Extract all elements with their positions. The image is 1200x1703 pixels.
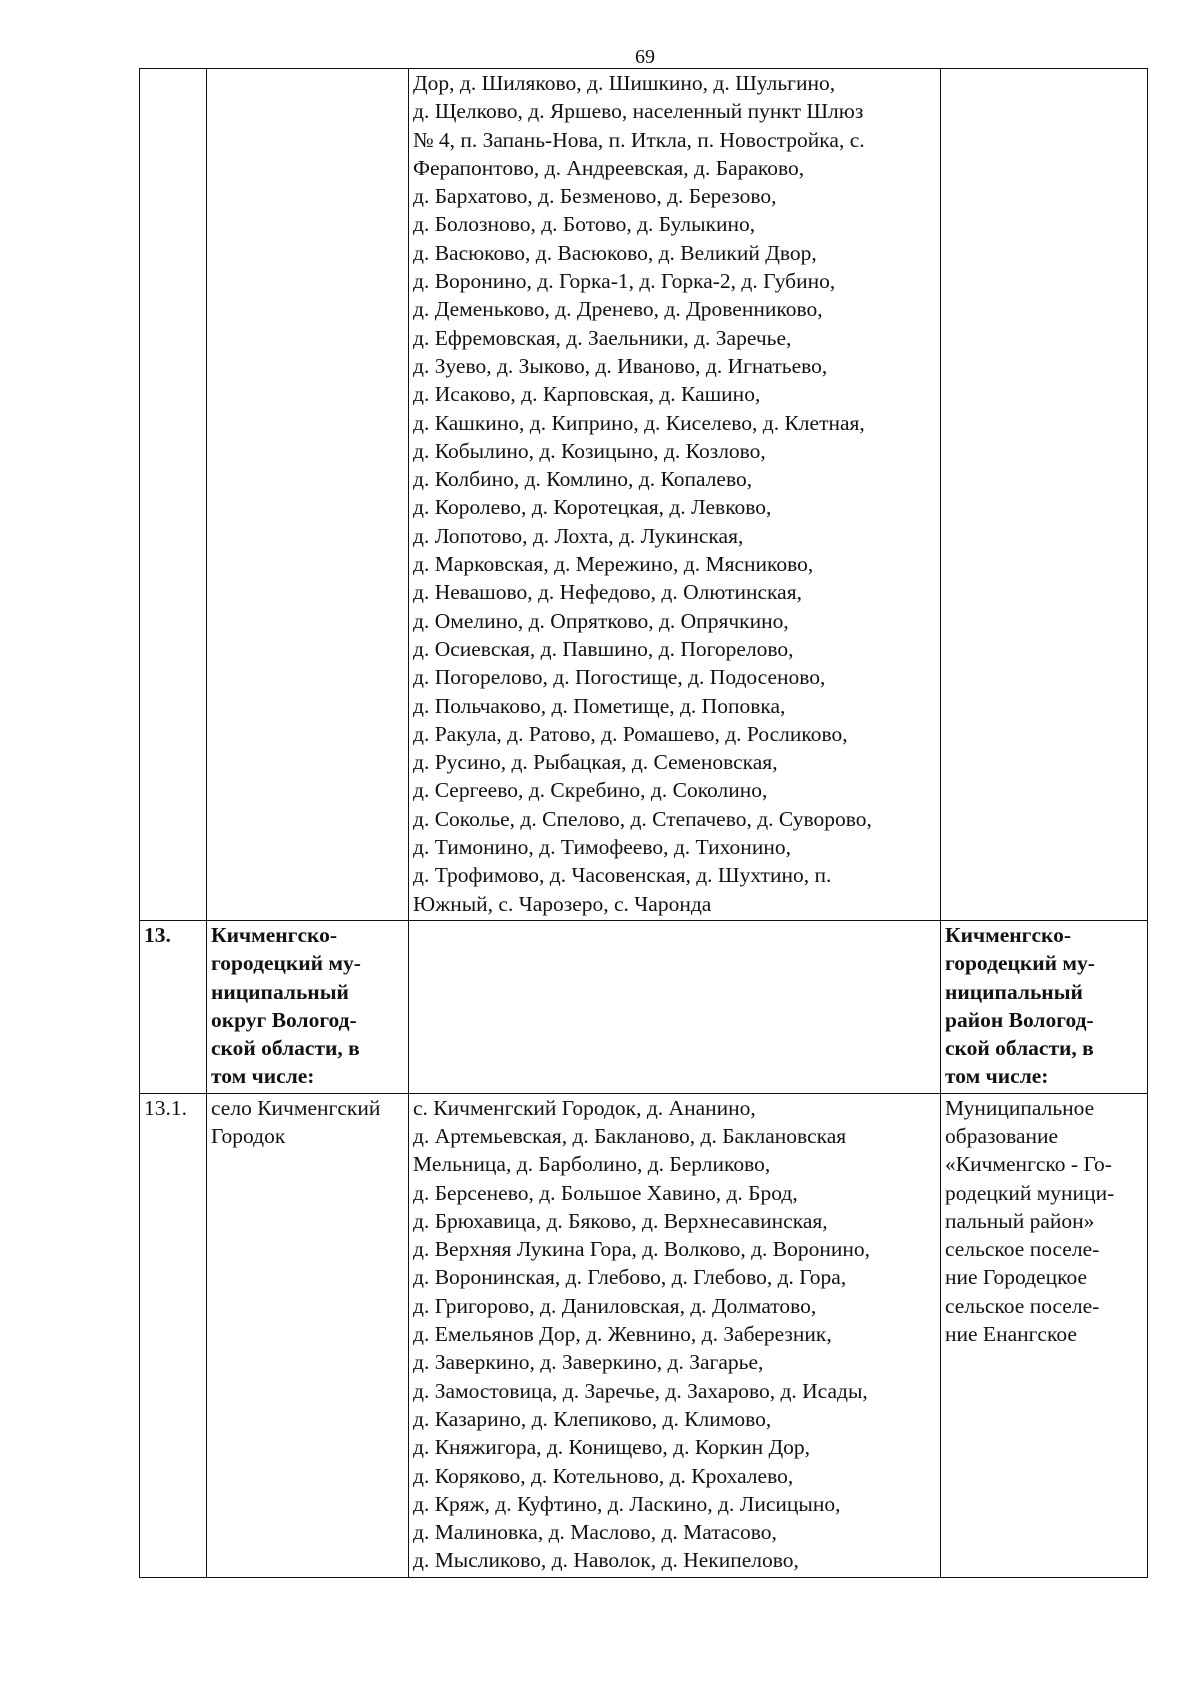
cell-line: д. Васюково, д. Васюково, д. Великий Двор, [413, 240, 817, 265]
cell-line: ской области, в [211, 1036, 360, 1061]
cell-line: д. Замостовица, д. Заречье, д. Захарово, д. Исады, [413, 1378, 868, 1403]
cell-line: д. Казарино, д. Клепиково, д. Климово, [413, 1406, 772, 1431]
cell-line: д. Воронино, д. Горка-1, д. Горка-2, д. Губино, [413, 269, 836, 294]
cell-line: с. Кичменгский Городок, д. Ананино, [413, 1095, 756, 1120]
cell-line: д. Мысликово, д. Наволок, д. Некипелово, [413, 1548, 799, 1573]
cell-line: д. Кашкино, д. Киприно, д. Киселево, д. Клетная, [413, 410, 865, 435]
name-cell [207, 69, 409, 921]
cell-line: д. Польчаково, д. Пометище, д. Поповка, [413, 693, 786, 718]
cell-line: Кичменгско- [211, 922, 337, 947]
cell-line: д. Берсенево, д. Большое Хавино, д. Брод, [413, 1180, 798, 1205]
cell-line: д. Заверкино, д. Заверкино, д. Загарье, [413, 1350, 764, 1375]
cell-line: ниципальный [211, 979, 349, 1004]
cell-line: сельское поселе- [945, 1293, 1100, 1318]
cell-line: д. Болозново, д. Ботово, д. Булыкино, [413, 212, 756, 237]
cell-line: д. Тимонино, д. Тимофеево, д. Тихонино, [413, 835, 791, 860]
cell-line: городецкий му- [945, 951, 1095, 976]
cell-line: городецкий му- [211, 951, 361, 976]
cell-line: пальный район» [945, 1208, 1095, 1233]
page-number: 69 [635, 46, 655, 68]
cell-line: ниципальный [945, 979, 1083, 1004]
cell-line: д. Колбино, д. Комлино, д. Копалево, [413, 467, 753, 492]
row-number-cell [140, 1093, 207, 1577]
municipality-cell [941, 1093, 1148, 1577]
cell-line: Дор, д. Шиляково, д. Шишкино, д. Шульгино, [413, 71, 836, 95]
cell-line: округ Вологод- [211, 1007, 357, 1032]
cell-line: родецкий муници- [945, 1180, 1115, 1205]
cell-line: д. Григорово, д. Даниловская, д. Долматово, [413, 1293, 817, 1318]
cell-line: д. Трофимово, д. Часовенская, д. Шухтино, п. [413, 863, 832, 888]
cell-line: д. Марковская, д. Мережино, д. Мясниково, [413, 552, 814, 577]
cell-line: д. Кобылино, д. Козицыно, д. Козлово, [413, 438, 766, 463]
cell-line: д. Погорелово, д. Погостище, д. Подосеново, [413, 665, 826, 690]
cell-line: д. Артемьевская, д. Бакланово, д. Баклановская [413, 1123, 847, 1148]
settlements-cell [409, 69, 941, 921]
cell-line: д. Малиновка, д. Маслово, д. Матасово, [413, 1520, 777, 1545]
name-cell [207, 920, 409, 1093]
cell-line: д. Воронинская, д. Глебово, д. Глебово, д. Гора, [413, 1265, 847, 1290]
cell-line: ние Енангское [945, 1322, 1077, 1347]
cell-line: село Кичменгский [211, 1095, 381, 1120]
row-number-cell [140, 69, 207, 921]
cell-line: д. Соколье, д. Спелово, д. Степачево, д. Суворово, [413, 806, 872, 831]
cell-line: сельское поселе- [945, 1237, 1100, 1262]
cell-line: Городок [211, 1123, 286, 1148]
cell-line: том числе: [211, 1064, 315, 1089]
cell-line: Южный, с. Чарозеро, с. Чаронда [413, 891, 712, 916]
cell-line: д. Невашово, д. Нефедово, д. Олютинская, [413, 580, 802, 605]
cell-line: д. Ефремовская, д. Заельники, д. Заречье, [413, 325, 792, 350]
municipality-cell [941, 69, 1148, 921]
settlements-table [139, 68, 1148, 1578]
cell-line: том числе: [945, 1064, 1049, 1089]
settlements-cell [409, 1093, 941, 1577]
cell-line: д. Ракула, д. Ратово, д. Ромашево, д. Росликово, [413, 721, 848, 746]
cell-line: район Вологод- [945, 1007, 1094, 1032]
cell-line: д. Королево, д. Коротецкая, д. Левково, [413, 495, 772, 520]
cell-line: д. Бархатово, д. Безменово, д. Березово, [413, 184, 777, 209]
table-row [140, 69, 1148, 921]
cell-line: д. Осиевская, д. Павшино, д. Погорелово, [413, 636, 794, 661]
cell-line: ской области, в [945, 1036, 1094, 1061]
cell-line: образование [945, 1123, 1059, 1148]
cell-line: д. Лопотово, д. Лохта, д. Лукинская, [413, 523, 744, 548]
row-number: 13.1. [144, 1095, 187, 1120]
cell-line: д. Щелково, д. Яршево, населенный пункт Шлюз [413, 99, 864, 124]
name-cell [207, 1093, 409, 1577]
cell-line: д. Кряж, д. Куфтино, д. Ласкино, д. Лисицыно, [413, 1491, 841, 1516]
cell-line: Муниципальное [945, 1095, 1095, 1120]
table-row [140, 1093, 1148, 1577]
cell-line: Ферапонтово, д. Андреевская, д. Бараково, [413, 155, 805, 180]
cell-line: д. Деменьково, д. Дренево, д. Дровенниково, [413, 297, 823, 322]
cell-line: д. Брюхавица, д. Бяково, д. Верхнесавинская, [413, 1208, 828, 1233]
cell-line: № 4, п. Запань-Нова, п. Иткла, п. Новостройка, с. [413, 127, 865, 152]
cell-line: д. Сергеево, д. Скребино, д. Соколино, [413, 778, 768, 803]
row-number-cell [140, 920, 207, 1093]
cell-line: д. Княжигора, д. Конищево, д. Коркин Дор, [413, 1435, 811, 1460]
settlements-cell [409, 920, 941, 1093]
cell-line: д. Омелино, д. Опрятково, д. Опрячкино, [413, 608, 789, 633]
cell-line: Мельница, д. Барболино, д. Берликово, [413, 1152, 771, 1177]
cell-line: д. Русино, д. Рыбацкая, д. Семеновская, [413, 750, 778, 775]
municipality-cell [941, 920, 1148, 1093]
cell-line: «Кичменгско - Го- [945, 1152, 1112, 1177]
cell-line: ние Городецкое [945, 1265, 1087, 1290]
cell-line: д. Зуево, д. Зыково, д. Иваново, д. Игнатьево, [413, 353, 828, 378]
cell-line: д. Верхняя Лукина Гора, д. Волково, д. Воронино, [413, 1237, 870, 1262]
cell-line: д. Емельянов Дор, д. Жевнино, д. Заберезник, [413, 1322, 832, 1347]
cell-line: д. Коряково, д. Котельново, д. Крохалево, [413, 1463, 794, 1488]
table-row [140, 920, 1148, 1093]
cell-line: Кичменгско- [945, 922, 1071, 947]
row-number: 13. [144, 922, 171, 947]
cell-line: д. Исаково, д. Карповская, д. Кашино, [413, 382, 761, 407]
